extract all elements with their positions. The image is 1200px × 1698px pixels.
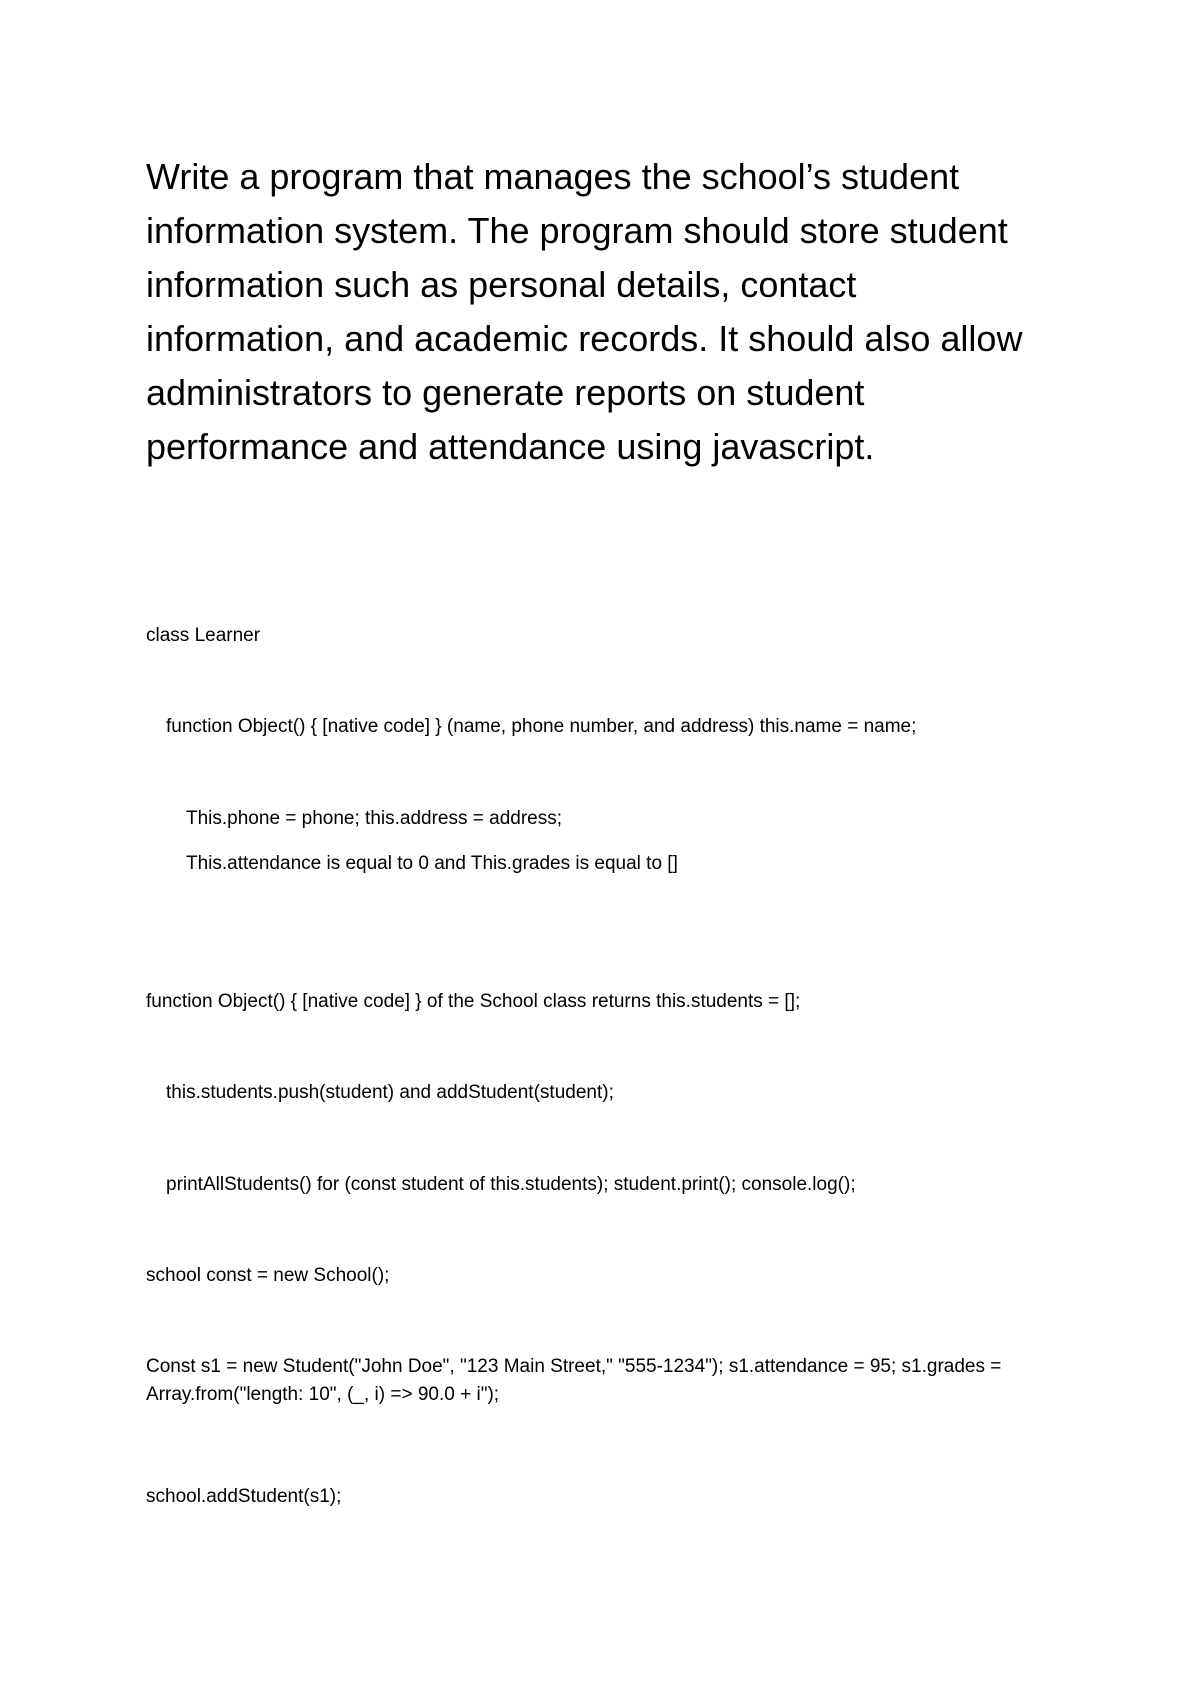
code-s1-line: Array.from("length: 10", (_, i) => 90.0 + i");	[146, 1384, 500, 1405]
prompt-line: Write a program that manages the school’s student	[146, 156, 960, 197]
prompt-line: administrators to generate reports on student	[146, 372, 865, 413]
code-constructor: function Object() { [native code] } (name, phone number, and address) this.name = name;	[166, 716, 917, 737]
prompt-line: performance and attendance using javascript.	[146, 426, 875, 467]
code-school-const: school const = new School();	[146, 1265, 390, 1286]
code-s1-declaration	[146, 1353, 1001, 1409]
code-print-all-students: printAllStudents() for (const student of this.students); student.print(); console.log();	[166, 1174, 856, 1195]
code-phone-address: This.phone = phone; this.address = address;	[186, 808, 563, 829]
prompt-line: information such as personal details, contact	[146, 264, 857, 305]
assignment-prompt	[146, 150, 1086, 474]
code-add-student-method: this.students.push(student) and addStudent(student);	[166, 1082, 614, 1103]
code-add-s1: school.addStudent(s1);	[146, 1486, 342, 1507]
prompt-line: information system. The program should store student	[146, 210, 1008, 251]
code-school-constructor: function Object() { [native code] } of the School class returns this.students = [];	[146, 991, 801, 1012]
code-attendance-grades: This.attendance is equal to 0 and This.grades is equal to []	[186, 853, 678, 874]
prompt-line: information, and academic records. It should also allow	[146, 318, 1023, 359]
code-class-declaration: class Learner	[146, 625, 261, 646]
code-s1-line: Const s1 = new Student("John Doe", "123 Main Street," "555-1234"); s1.attendance = 95; s1.grades =	[146, 1356, 1002, 1377]
